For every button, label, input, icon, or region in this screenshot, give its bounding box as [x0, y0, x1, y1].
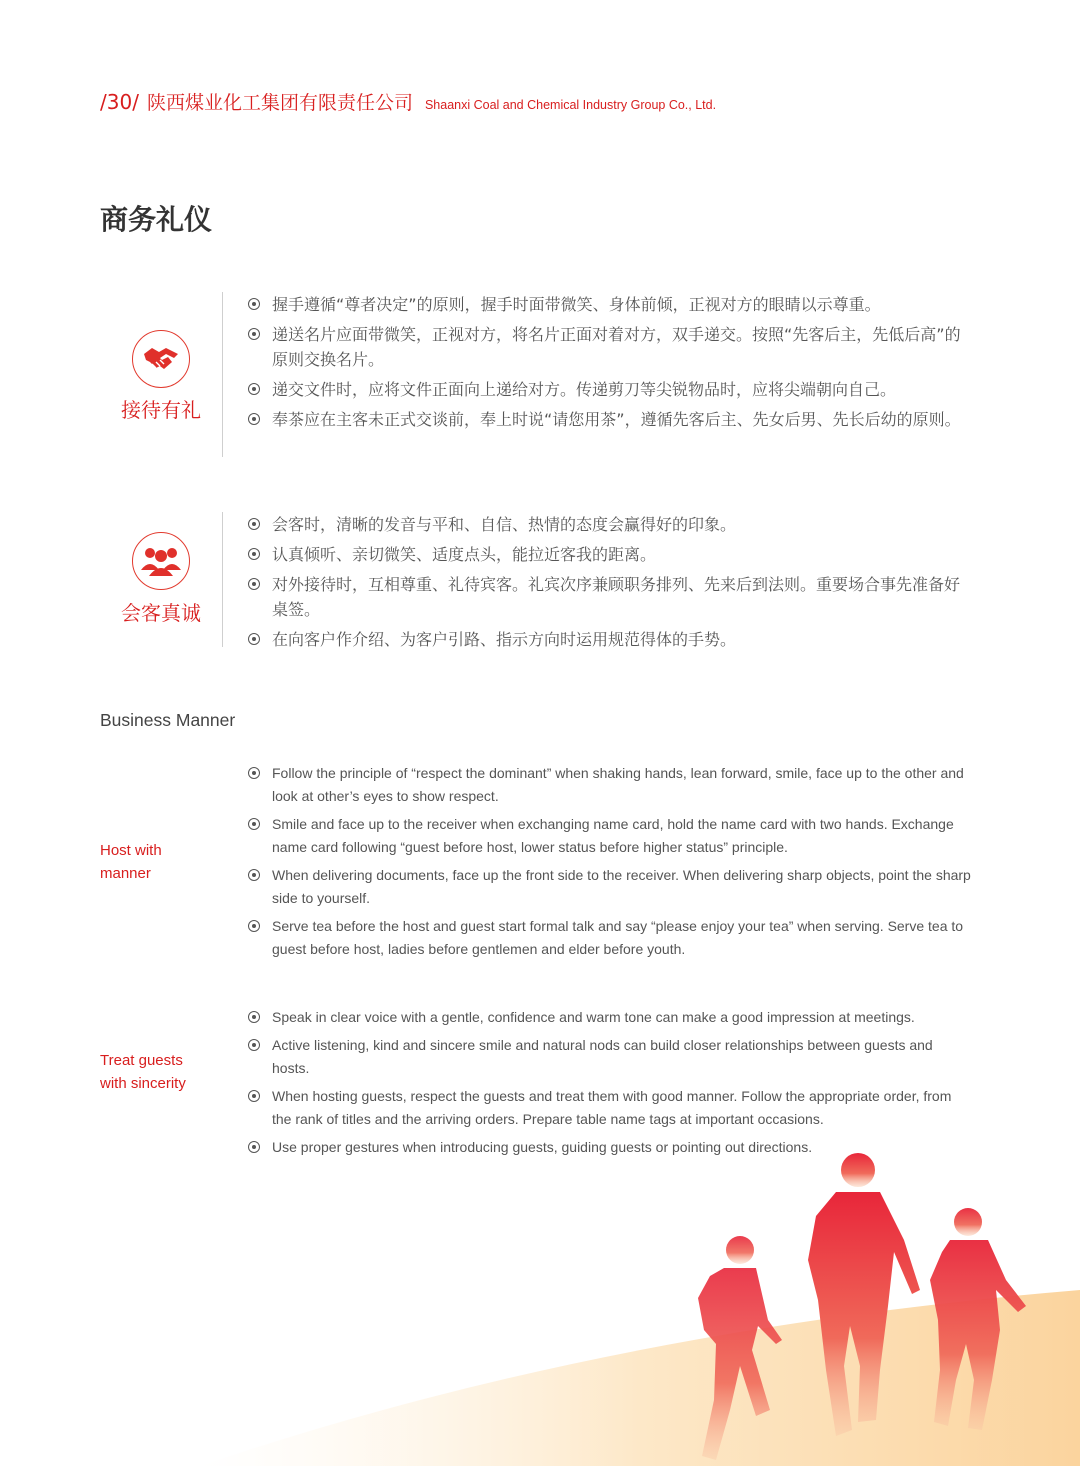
list-item: 握手遵循“尊者决定”的原则，握手时面带微笑、身体前倾，正视对方的眼睛以示尊重。 [248, 292, 968, 317]
list-item: 会客时，清晰的发音与平和、自信、热情的态度会赢得好的印象。 [248, 512, 968, 537]
en-section-sincerity [100, 1006, 980, 1155]
bullet-icon [248, 818, 260, 830]
bullet-icon [248, 383, 260, 395]
list-item: Smile and face up to the receiver when exchanging name card, hold the name card with two hands. Exchange name card following “guest before host, lower status before higher status” principle. [248, 813, 973, 859]
en-section-host [100, 762, 980, 972]
bullet-icon [248, 1039, 260, 1051]
bullet-icon [248, 578, 260, 590]
category-host: 接待有礼 [121, 398, 201, 422]
bullet-icon [248, 298, 260, 310]
page-title-en: Business Manner [100, 710, 236, 730]
page-header [100, 88, 716, 116]
category-sincerity-en: Treat guests with sincerity [100, 1052, 186, 1092]
bullet-icon [248, 413, 260, 425]
list-item: Serve tea before the host and guest start formal talk and say “please enjoy your tea” when serving. Serve tea to guest before host, ladies before gentlemen and elder before youth. [248, 915, 973, 961]
list-item: 递送名片应面带微笑，正视对方，将名片正面对着对方，双手递交。按照“先客后主，先低后高”的原则交换名片。 [248, 322, 968, 372]
bullet-icon [248, 633, 260, 645]
list-item: 对外接待时，互相尊重、礼待宾客。礼宾次序兼顾职务排列、先来后到法则。重要场合事先准备好桌签。 [248, 572, 968, 622]
bullet-icon [248, 328, 260, 340]
bullet-icon [248, 920, 260, 932]
bullet-icon [248, 548, 260, 560]
list-item: 在向客户作介绍、为客户引路、指示方向时运用规范得体的手势。 [248, 627, 968, 652]
people-group-icon [132, 532, 190, 590]
page-number: /30/ [100, 90, 139, 114]
list-item: 认真倾听、亲切微笑、适度点头，能拉近客我的距离。 [248, 542, 968, 567]
en-list-host [248, 762, 973, 966]
list-item: 递交文件时，应将文件正面向上递给对方。传递剪刀等尖锐物品时，应将尖端朝向自己。 [248, 377, 968, 402]
page-title-cn: 商务礼仪 [100, 203, 213, 236]
category-sincerity: 会客真诚 [121, 601, 201, 625]
handshake-icon [132, 330, 190, 388]
section-label-column [100, 512, 223, 647]
list-item: Use proper gestures when introducing guests, guiding guests or pointing out directions. [248, 1136, 973, 1159]
section-label-column [100, 292, 223, 457]
list-item: Active listening, kind and sincere smile and natural nods can build closer relationships between guests and hosts. [248, 1034, 973, 1080]
bullet-icon [248, 1090, 260, 1102]
category-host-en: Host with manner [100, 842, 162, 882]
list-item: Follow the principle of “respect the dominant” when shaking hands, lean forward, smile, face up to the other and look at other’s eyes to show respect. [248, 762, 973, 808]
bullet-icon [248, 869, 260, 881]
cn-section-host [100, 292, 980, 457]
cn-list-host [248, 292, 968, 437]
bullet-icon [248, 518, 260, 530]
list-item: When hosting guests, respect the guests and treat them with good manner. Follow the appropriate order, from the rank of titles and the arriving orders. Prepare table name tags at important occasions. [248, 1085, 973, 1131]
cn-list-sincerity [248, 512, 968, 657]
list-item: Speak in clear voice with a gentle, confidence and warm tone can make a good impression at meetings. [248, 1006, 973, 1029]
bullet-icon [248, 767, 260, 779]
list-item: 奉茶应在主客未正式交谈前，奉上时说“请您用茶”，遵循先客后主、先女后男、先长后幼的原则。 [248, 407, 968, 432]
bullet-icon [248, 1011, 260, 1023]
company-name-en: Shaanxi Coal and Chemical Industry Group Co., Ltd. [424, 98, 717, 112]
cn-section-sincerity [100, 512, 980, 647]
runners-silhouette-icon [0, 1130, 1080, 1466]
company-name-cn: 陕西煤业化工集团有限责任公司 [146, 92, 413, 114]
list-item: When delivering documents, face up the front side to the receiver. When delivering sharp objects, point the sharp side to yourself. [248, 864, 973, 910]
